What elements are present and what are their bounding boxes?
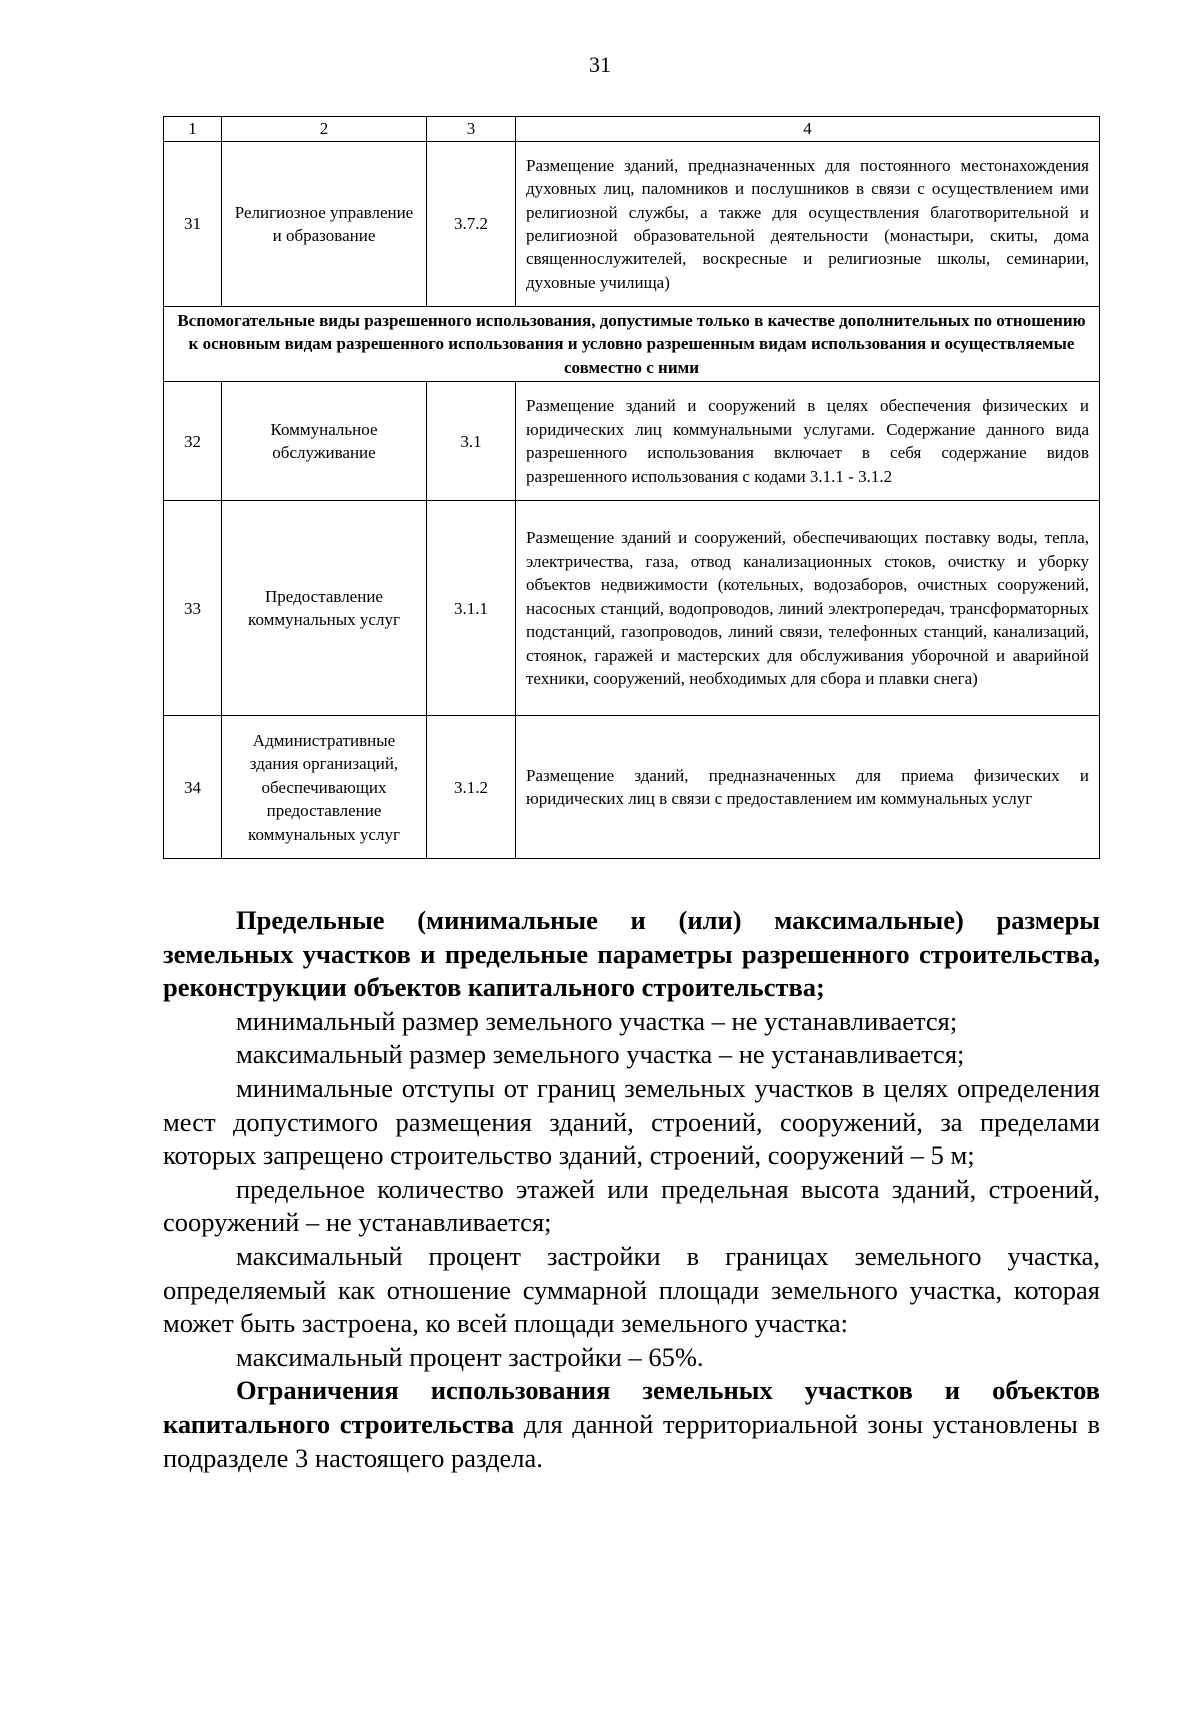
use-description: Размещение зданий, предназначенных для постоянного местонахождения духовных лиц, паломников и послушников в связи с осуществлением ими религиозной службы, а также для осуществления благотворительной и религиозной образовательной деятельности (монастыри, скиты, дома священнослужителей, воскресные и религиозные школы, семинарии, духовные училища) [516, 142, 1100, 307]
use-description: Размещение зданий и сооружений, обеспечивающих поставку воды, тепла, электричества, газа, отвод канализационных стоков, очистку и уборку объектов недвижимости (котельных, водозаборов, очистных сооружений, насосных станций, водопроводов, линий электропередач, трансформаторных подстанций, газопроводов, линий связи, телефонных станций, канализаций, стоянок, гаражей и мастерских для обслуживания уборочной и аварийной техники, сооружений, необходимых для сбора и плавки снега) [516, 501, 1100, 716]
header-cell: 2 [222, 117, 427, 142]
paragraph: минимальные отступы от границ земельных участков в целях определения мест допустимого размещения зданий, строений, сооружений, за пределами которых запрещено строительство зданий, строений, сооружений – 5 м; [163, 1072, 1100, 1171]
use-code: 3.1 [427, 382, 516, 501]
restrictions-bold-text: Ограничения использования земельных участков и объектов капитального строительства [163, 1375, 1100, 1439]
paragraph: максимальный процент застройки в границах земельного участка, определяемый как отношение суммарной площади земельного участка, которая может быть застроена, ко всей площади земельного участка: [163, 1240, 1100, 1339]
body-text [163, 904, 1100, 1475]
table-row [164, 716, 1100, 859]
table-row [164, 382, 1100, 501]
paragraph: максимальный размер земельного участка – не устанавливается; [236, 1039, 965, 1070]
paragraph: максимальный процент застройки – 65%. [236, 1341, 704, 1372]
use-description: Размещение зданий и сооружений в целях обеспечения физических и юридических лиц коммунальными услугами. Содержание данного вида разрешенного использования включает в себя содержание видов разрешенного использования с кодами 3.1.1 - 3.1.2 [516, 382, 1100, 501]
section-heading: Предельные (минимальные и (или) максимальные) размеры земельных участков и предельные параметры разрешенного строительства, реконструкции объектов капитального строительства; [163, 905, 1100, 1003]
paragraph-restrictions [163, 1374, 1100, 1475]
group-heading-row [164, 307, 1100, 382]
use-name: Административные здания организаций, обеспечивающих предоставление коммунальных услуг [222, 716, 427, 859]
table-header-row [164, 117, 1100, 142]
table-row [164, 142, 1100, 307]
paragraph: минимальный размер земельного участка – не устанавливается; [236, 1005, 958, 1036]
restrictions-text: для данной территориальной зоны установлены в подразделе 3 настоящего раздела. [163, 1408, 1100, 1473]
header-cell: 4 [516, 117, 1100, 142]
row-number: 32 [164, 382, 222, 501]
group-heading: Вспомогательные виды разрешенного использования, допустимые только в качестве дополнительных по отношению к основным видам разрешенного использования и условно разрешенным видам использования и осуществляемые совместно с ними [164, 307, 1100, 382]
use-code: 3.1.1 [427, 501, 516, 716]
row-number: 31 [164, 142, 222, 307]
use-name: Коммунальное обслуживание [222, 382, 427, 501]
paragraph: предельное количество этажей или предельная высота зданий, строений, сооружений – не устанавливается; [163, 1173, 1100, 1238]
table-row [164, 501, 1100, 716]
use-code: 3.1.2 [427, 716, 516, 859]
row-number: 33 [164, 501, 222, 716]
land-use-table [163, 116, 1100, 859]
use-code: 3.7.2 [427, 142, 516, 307]
page-number: 31 [589, 52, 611, 77]
use-name: Религиозное управление и образование [222, 142, 427, 307]
header-cell: 3 [427, 117, 516, 142]
use-name: Предоставление коммунальных услуг [222, 501, 427, 716]
use-description: Размещение зданий, предназначенных для приема физических и юридических лиц в связи с предоставлением им коммунальных услуг [516, 716, 1100, 859]
header-cell: 1 [164, 117, 222, 142]
row-number: 34 [164, 716, 222, 859]
